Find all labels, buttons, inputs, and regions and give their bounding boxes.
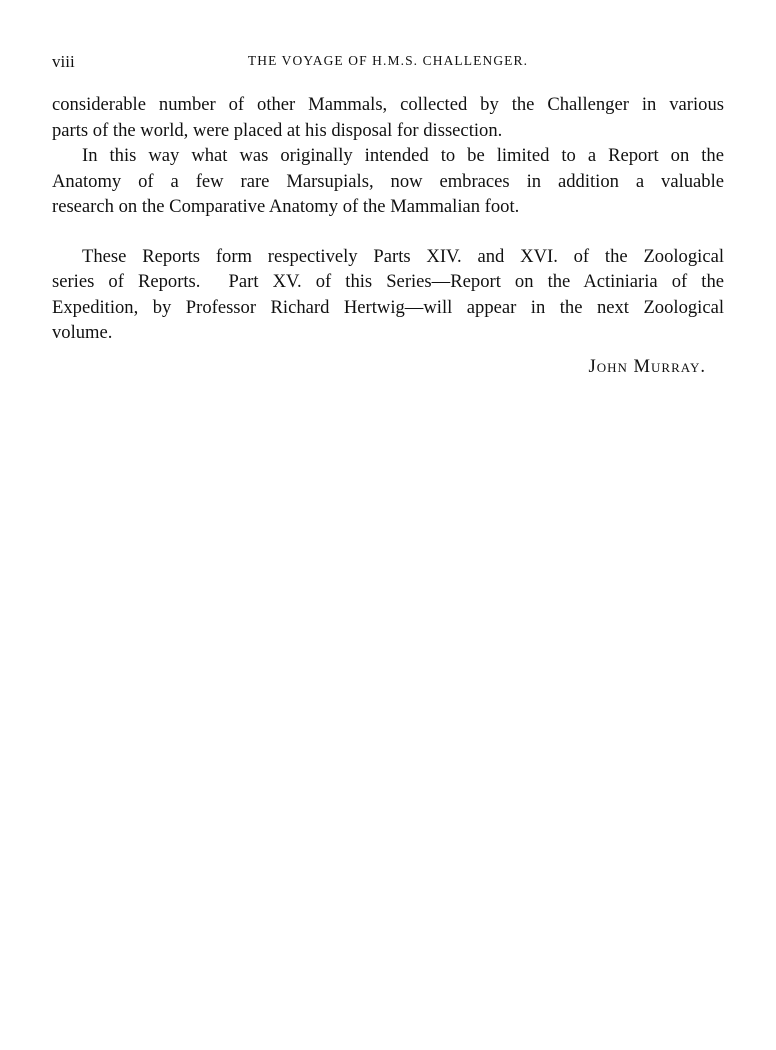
text-line: volume. bbox=[52, 322, 113, 343]
running-title: THE VOYAGE OF H.M.S. CHALLENGER. bbox=[247, 53, 529, 68]
running-head bbox=[52, 52, 724, 74]
text-line: series of Reports. Part XV. of this Series—Report on the Actiniaria of the bbox=[52, 271, 724, 292]
page-number: viii bbox=[52, 52, 75, 71]
text-line: In this way what was originally intended to be limited to a Report on the bbox=[82, 145, 724, 166]
text-line: research on the Comparative Anatomy of the Mammalian foot. bbox=[52, 196, 520, 217]
text-line: These Reports form respectively Parts XIV. and XVI. of the Zoological bbox=[82, 245, 724, 267]
text-line: Anatomy of a few rare Marsupials, now embraces in addition a valuable bbox=[52, 170, 724, 192]
paragraph-scope bbox=[52, 143, 724, 220]
paragraph-continuation bbox=[52, 92, 724, 143]
text-line: Expedition, by Professor Richard Hertwig—will appear in the next Zoological bbox=[52, 296, 724, 318]
text-line: considerable number of other Mammals, collected by the Challenger in various bbox=[52, 94, 724, 115]
paragraph-reports bbox=[52, 244, 724, 346]
body-text bbox=[52, 92, 724, 379]
signature: John Murray. bbox=[588, 355, 706, 377]
text-line: parts of the world, were placed at his disposal for dissection. bbox=[52, 119, 503, 141]
paragraph-gap bbox=[52, 220, 724, 244]
